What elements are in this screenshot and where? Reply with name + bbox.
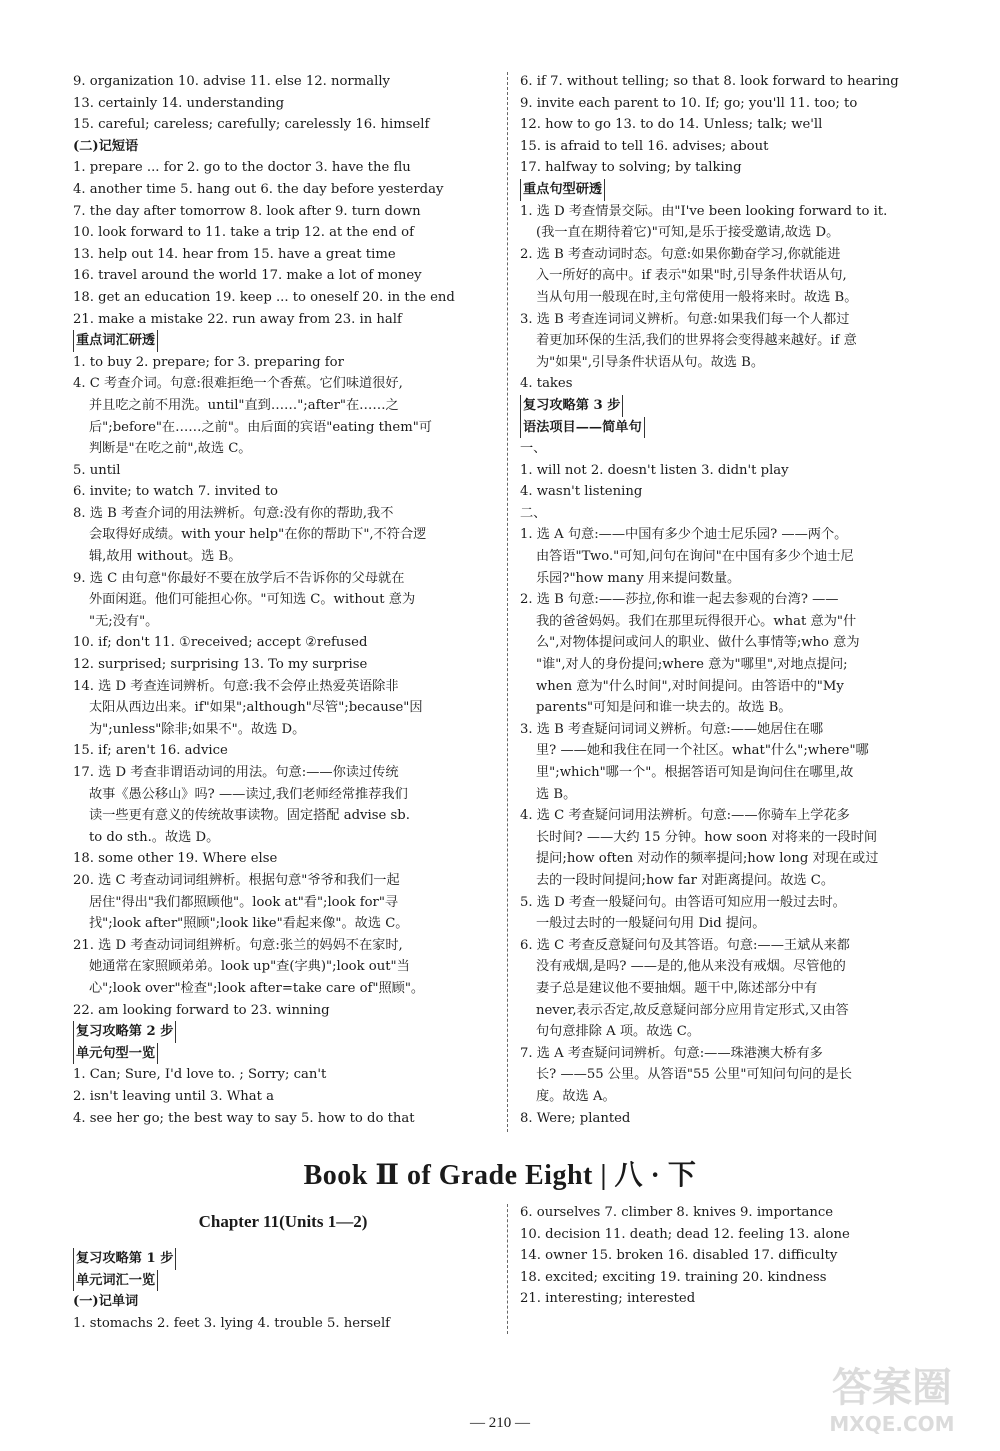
answer-line: 1. to buy 2. prepare; for 3. preparing for xyxy=(73,354,344,370)
answer-line: 9. invite each parent to 10. If; go; you'll 11. too; to xyxy=(520,95,858,111)
answer-line: 21. interesting; interested xyxy=(520,1291,696,1307)
answer-line: 15. if; aren't 16. advice xyxy=(73,743,228,759)
answer-line: 10. look forward to 11. take a trip 12. at the end of xyxy=(73,225,414,241)
watermark-text: 答案圈 xyxy=(832,1365,952,1411)
section-heading-label: 单元句型一览 xyxy=(73,1043,158,1065)
answer-line: 1. 选 D 考查情景交际。由"I've been looking forward to it. xyxy=(520,203,888,219)
answer-line-continuation: 没有戒烟,是吗? ——是的,他从来没有戒烟。尽管他的 xyxy=(536,959,846,975)
answer-line-continuation: 会取得好成绩。with your help"在你的帮助下",不符合逻 xyxy=(89,527,427,543)
section-heading xyxy=(73,1021,493,1043)
answer-line: 1. Can; Sure, I'd love to. ; Sorry; can't xyxy=(73,1067,327,1083)
answer-line: 二、 xyxy=(520,505,547,521)
answer-line: 4. 选 C 考查疑问词用法辨析。句意:——你骑车上学花多 xyxy=(520,808,850,824)
answer-line: 8. Were; planted xyxy=(520,1110,631,1126)
answer-line: 1. stomachs 2. feet 3. lying 4. trouble 5. herself xyxy=(73,1315,391,1331)
answer-line-continuation: 判断是"在吃之前",故选 C。 xyxy=(89,441,252,457)
answer-line: 14. 选 D 考查连词辨析。句意:我不会停止热爱英语除非 xyxy=(73,678,399,694)
watermark-logo xyxy=(802,1351,982,1441)
answer-line: 2. isn't leaving until 3. What a xyxy=(73,1088,274,1104)
answer-line-continuation: 故事《愚公移山》吗? ——读过,我们老师经常推荐我们 xyxy=(89,786,408,802)
answer-line-continuation: 乐园?"how many 用来提问数量。 xyxy=(536,570,741,586)
answer-line-continuation: 里? ——她和我住在同一个社区。what"什么";where"哪 xyxy=(536,743,869,759)
answer-line-continuation: 度。故选 A。 xyxy=(536,1088,616,1104)
answer-line: 2. 选 B 考查动词时态。句意:如果你勤奋学习,你就能进 xyxy=(520,246,841,262)
answer-line: 15. careful; careless; carefully; carelessly 16. himself xyxy=(73,117,430,133)
section-heading xyxy=(73,1248,493,1270)
answer-line-continuation: 妻子总是建议他不要抽烟。题干中,陈述部分中有 xyxy=(536,980,818,996)
answer-line: 16. travel around the world 17. make a lot of money xyxy=(73,268,422,284)
answer-line-continuation: 外面闲逛。他们可能担心你。"可知选 C。without 意为 xyxy=(89,592,416,608)
answer-line-continuation: 我的爸爸妈妈。我们在那里玩得很开心。what 意为"什 xyxy=(536,613,857,629)
answer-line-continuation: 里";which"哪一个"。根据答语可知是询问住在哪里,故 xyxy=(536,765,854,780)
answer-line: 12. surprised; surprising 13. To my surprise xyxy=(73,657,368,673)
answer-line: 6. 选 C 考查反意疑问句及其答语。句意:——王斌从来都 xyxy=(520,937,850,953)
answer-line: 1. prepare ... for 2. go to the doctor 3. have the flu xyxy=(73,160,411,176)
column-divider-bottom xyxy=(507,1204,508,1334)
answer-line: 17. 选 D 考查非谓语动词的用法。句意:——你读过传统 xyxy=(73,765,399,780)
answer-line: 9. 选 C 由句意"你最好不要在放学后不告诉你的父母就在 xyxy=(73,570,405,586)
section-heading-label: 复习攻略第 2 步 xyxy=(73,1021,176,1043)
answer-line: 10. decision 11. death; dead 12. feeling 13. alone xyxy=(520,1226,850,1242)
answer-line: 1. will not 2. doesn't listen 3. didn't play xyxy=(520,462,789,478)
answer-line: 4. another time 5. hang out 6. the day before yesterday xyxy=(73,181,444,197)
section-heading xyxy=(73,1270,493,1292)
answer-line-continuation: (我一直在期待着它)"可知,是乐于接受邀请,故选 D。 xyxy=(536,225,840,241)
answer-line-continuation: 选 B。 xyxy=(536,786,577,802)
left-answer-column-bottom xyxy=(73,1248,493,1334)
answer-line: 3. 选 B 考查连词词义辨析。句意:如果我们每一个人都过 xyxy=(520,311,850,327)
answer-line: 20. 选 C 考查动词词组辨析。根据句意"爷爷和我们一起 xyxy=(73,872,400,888)
answer-line-continuation: 着更加环保的生活,我们的世界将会变得越来越好。if 意 xyxy=(536,333,857,349)
section-heading: (二)记短语 xyxy=(73,138,139,154)
answer-line-continuation: "谁",对人的身份提问;where 意为"哪里",对地点提问; xyxy=(536,657,848,673)
right-answer-column xyxy=(520,71,940,1129)
answer-line: 12. how to go 13. to do 14. Unless; talk; we'll xyxy=(520,117,823,133)
answer-line: 8. 选 B 考查介词的用法辨析。句意:没有你的帮助,我不 xyxy=(73,505,394,521)
answer-line-continuation: 长? ——55 公里。从答语"55 公里"可知问句问的是长 xyxy=(536,1067,852,1083)
answer-line: 14. owner 15. broken 16. disabled 17. difficulty xyxy=(520,1248,838,1264)
answer-line-continuation: to do sth.。故选 D。 xyxy=(89,829,220,845)
answer-line: 13. certainly 14. understanding xyxy=(73,95,285,111)
answer-line: 6. if 7. without telling; so that 8. look forward to hearing xyxy=(520,74,899,89)
section-heading-label: 重点词汇研透 xyxy=(73,330,158,352)
answer-line-continuation: parents"可知是问和谁一块去的。故选 B。 xyxy=(536,700,792,716)
answer-line-continuation: 找";look after"照顾";look like"看起来像"。故选 C。 xyxy=(89,916,409,932)
answer-line: 4. C 考查介词。句意:很难拒绝一个香蕉。它们味道很好, xyxy=(73,376,403,392)
answer-line: 5. 选 D 考查一般疑问句。由答语可知应用一般过去时。 xyxy=(520,894,846,910)
answer-line: 21. 选 D 考查动词词组辨析。句意:张兰的妈妈不在家时, xyxy=(73,937,403,953)
section-heading-label: 单元词汇一览 xyxy=(73,1270,158,1292)
answer-line: 3. 选 B 考查疑问词词义辨析。句意:——她居住在哪 xyxy=(520,721,824,737)
section-heading: (一)记单词 xyxy=(73,1294,139,1310)
answer-line-continuation: 句句意排除 A 项。故选 C。 xyxy=(536,1024,701,1040)
answer-line-continuation: 由答语"Two."可知,问句在询问"在中国有多少个迪士尼 xyxy=(536,549,854,565)
answer-line-continuation: 一般过去时的一般疑问句用 Did 提问。 xyxy=(536,916,766,932)
answer-line-continuation: 为";unless"除非;如果不"。故选 D。 xyxy=(89,721,306,737)
answer-line: 5. until xyxy=(73,462,121,478)
answer-line-continuation: 提问;how often 对动作的频率提问;how long 对现在或过 xyxy=(536,851,879,867)
section-heading xyxy=(73,330,493,352)
left-answer-column xyxy=(73,71,493,1129)
answer-line: 17. halfway to solving; by talking xyxy=(520,160,742,176)
answer-line-continuation: 太阳从西边出来。if"如果";although"尽管";because"因 xyxy=(89,700,423,716)
answer-line: 一、 xyxy=(520,441,547,457)
answer-line-continuation: 去的一段时间提问;how far 对距离提问。故选 C。 xyxy=(536,872,835,888)
answer-line-continuation: 居住"得出"我们都照顾他"。look at"看";look for"寻 xyxy=(89,894,399,910)
answer-line: 6. ourselves 7. climber 8. knives 9. importance xyxy=(520,1205,834,1220)
answer-line-continuation: 后";before"在……之前"。由后面的宾语"eating them"可 xyxy=(89,419,432,435)
column-divider-top xyxy=(507,72,508,1132)
answer-line-continuation: 为"如果",引导条件状语从句。故选 B。 xyxy=(536,354,765,370)
answer-line-continuation: 长时间? ——大约 15 分钟。how soon 对将来的一段时间 xyxy=(536,829,878,845)
section-heading-label: 重点句型研透 xyxy=(520,179,605,201)
answer-line-continuation: 心";look over"检查";look after=take care of"照顾"。 xyxy=(89,980,425,996)
chapter-title: Chapter 11(Units 1—2) xyxy=(198,1212,368,1231)
answer-line: 1. 选 A 句意:——中国有多少个迪士尼乐园? ——两个。 xyxy=(520,527,848,543)
section-heading xyxy=(520,395,940,417)
answer-line-continuation: 并且吃之前不用洗。until"直到……";after"在……之 xyxy=(89,397,399,413)
section-heading xyxy=(520,417,940,439)
answer-line-continuation: 入一所好的高中。if 表示"如果"时,引导条件状语从句, xyxy=(536,268,847,284)
answer-line: 13. help out 14. hear from 15. have a great time xyxy=(73,246,396,262)
answer-line: 4. see her go; the best way to say 5. how to do that xyxy=(73,1110,415,1126)
answer-line: 4. wasn't listening xyxy=(520,484,643,500)
section-heading-label: 复习攻略第 3 步 xyxy=(520,395,623,417)
answer-line: 7. the day after tomorrow 8. look after 9. turn down xyxy=(73,203,421,219)
answer-line-continuation: 她通常在家照顾弟弟。look up"查(字典)";look out"当 xyxy=(89,959,410,975)
answer-line-continuation: "无;没有"。 xyxy=(89,613,159,629)
answer-line-continuation: never,表示否定,故反意疑问部分应用肯定形式,又由答 xyxy=(536,1002,849,1018)
answer-line: 18. excited; exciting 19. training 20. kindness xyxy=(520,1269,827,1285)
answer-line-continuation: 么",对物体提问或问人的职业、做什么事情等;who 意为 xyxy=(536,635,860,651)
answer-line-continuation: 读一些更有意义的传统故事读物。固定搭配 advise sb. xyxy=(89,808,410,824)
answer-line-continuation: 当从句用一般现在时,主句常使用一般将来时。故选 B。 xyxy=(536,289,858,305)
watermark-sub: MXQE.COM xyxy=(829,1412,955,1436)
answer-line-continuation: 辑,故用 without。选 B。 xyxy=(89,549,242,565)
section-heading xyxy=(520,179,940,201)
section-heading-label: 复习攻略第 1 步 xyxy=(73,1248,176,1270)
section-heading xyxy=(73,1043,493,1065)
page-number: — 210 — xyxy=(470,1415,530,1431)
answer-line: 18. get an education 19. keep ... to oneself 20. in the end xyxy=(73,289,455,305)
section-heading-label: 语法项目——简单句 xyxy=(520,417,645,439)
answer-line: 10. if; don't 11. ①received; accept ②refused xyxy=(73,635,368,651)
right-answer-column-bottom xyxy=(520,1202,940,1310)
answer-line: 22. am looking forward to 23. winning xyxy=(73,1002,330,1018)
answer-line: 21. make a mistake 22. run away from 23. in half xyxy=(73,311,402,327)
answer-line: 18. some other 19. Where else xyxy=(73,851,278,867)
book-title: Book Ⅱ of Grade Eight | 八 · 下 xyxy=(303,1160,697,1191)
answer-line: 2. 选 B 句意:——莎拉,你和谁一起去参观的台湾? —— xyxy=(520,592,839,608)
answer-line: 9. organization 10. advise 11. else 12. normally xyxy=(73,74,390,89)
answer-line-continuation: when 意为"什么时间",对时间提问。由答语中的"My xyxy=(536,678,844,694)
answer-line: 4. takes xyxy=(520,376,573,392)
answer-line: 7. 选 A 考查疑问词辨析。句意:——珠港澳大桥有多 xyxy=(520,1045,823,1061)
answer-line: 6. invite; to watch 7. invited to xyxy=(73,484,278,500)
answer-line: 15. is afraid to tell 16. advises; about xyxy=(520,138,769,154)
